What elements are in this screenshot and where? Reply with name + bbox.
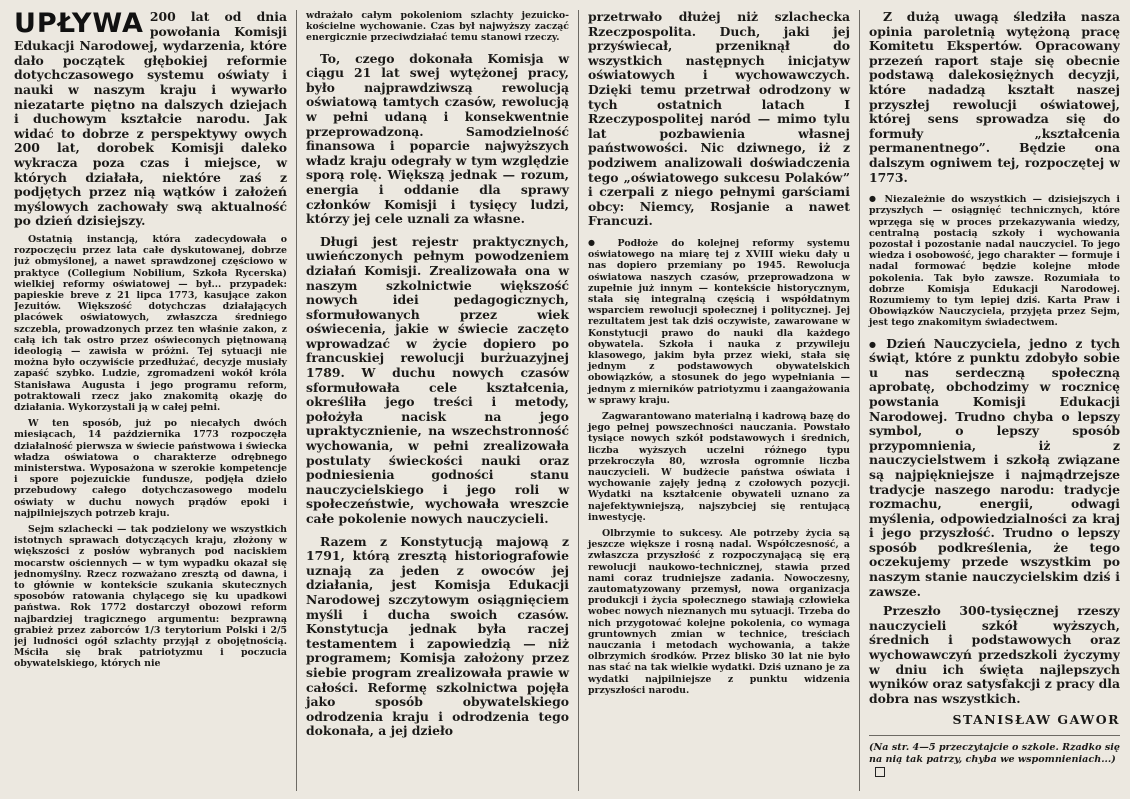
author-signature: STANISŁAW GAWOR (952, 712, 1120, 728)
paragraph: Zagwarantowano materialną i kadrową bazę do jego pełnej powszechności nauczania. Powstało tysiące nowych szkół podstawowych i średnich, liczba wyższych uczelni różnego typu przekroczyła 80, wzrosła ogromnie liczba nauczycieli. W budżecie państwa oświata i wychowanie zajęły jedną z czołowych pozycji. Wydatki na kształcenie obywateli uznano za najefektywniejszą, najszybciej się rentującą inwestycję. (588, 410, 850, 523)
paragraph: W ten sposób, już po niecałych dwóch miesiącach, 14 października 1773 rozpoczęła działalność pierwsza w świecie państwowa i świecka władza oświatowa o charakterze odrębnego ministerstwa. Wyposażona w szerokie kompetencje i spore pojezuickie fundusze, podjęła dzieło przebudowy całego dotychczasowego modelu oświaty w duchu nowych prądów epoki i najpilniejszych potrzeb kraju. (14, 418, 287, 519)
footnote-text: (Na str. 4—5 przeczytajcie o szkole. Rzadko się na nią tak patrzy, chyba we wspomnieniach...) (869, 742, 1120, 766)
divider (869, 735, 1120, 736)
end-mark-icon (875, 767, 885, 777)
paragraph: Razem z Konstytucją majową z 1791, którą zresztą historiografowie uznają za jeden z owoców jej działania, jest Komisja Edukacji Narodowej szczytowym osiągnięciem myśli i ducha swoich czasów. Konstytucja jednak była raczej testamentem i zapowiedzią — niż programem; Komisja założony przez siebie program zrealizowała prawie w całości. Reformę szkolnictwa pojęła jako sposób obywatelskiego odrodzenia kraju i odrodzenia tego dokonała, a jej dzieło (306, 533, 569, 739)
column-4 (859, 10, 1120, 791)
paragraph: To, czego dokonała Komisja w ciągu 21 lat swej wytężonej pracy, było najprawdziwszą rewolucją oświatową tamtych czasów, rewolucją w pełni udaną i konsekwentnie przeprowadzoną. Samodzielność finansowa i poparcie najwyższych władz kraju odegrały w tym względzie sporą rolę. Większą jednak — rozum, energia i oddanie dla sprawy członków Komisji i tysięcy ludzi, którzy jej cele uznali za własne. (306, 50, 569, 227)
bullet-paragraph: ● Niezależnie do wszystkich — dzisiejszych i przyszłych — osiągnięć technicznych, które wprzęga się w proces przekazywania wiedzy, centralną postacią szkoły i wychowania pozostał i pozostanie nadal nauczyciel. To jego wiedza i osobowość, jego charakter — formuje i nadal formować będzie kolejne młode pokolenia. Tak było zawsze. Rozumiała to dobrze Komisja Edukacji Narodowej. Rozumiemy to tym lepiej dziś. Karta Praw i Obowiązków Nauczyciela, przyjęta przez Sejm, jest tego znakomitym świadectwem. (869, 193, 1120, 328)
paragraph: Długi jest rejestr praktycznych, uwieńczonych pełnym powodzeniem działań Komisji. Zrealizowała ona w naszym szkolnictwie większość nowych idei pedagogicznych, sformułowanych przez wiek oświecenia, jakie w świecie zaczęto wprowadzać w życie dopiero po francuskiej rewolucji burżuazyjnej 1789. W duchu nowych czasów sformułowała cele kształcenia, określiła jego treści i metody, położyła nacisk na jego upraktycznienie, na wszechstronność wychowania, w pełni zrealizowała postulaty świeckości nauki oraz podniesienia godności stanu nauczycielskiego i jego roli w społeczeństwie, wychowała wreszcie całe pokolenie nowych nauczycieli. (306, 233, 569, 527)
lead-paragraph: 200 lat od dnia powołania Komisji Edukacji Narodowej, wydarzenia, które dało początek głębokiej reformie dotychczasowego systemu oświaty i nauki w naszym kraju i wywarło niezatarte piętno na dalszych dziejach i duchowym kształcie narodu. Jak widać to dobrze z perspektywy owych 200 lat, dorobek Komisji daleko wykracza poza czas i miejsce, w których działała, niektóre zaś z podjętych przez nią wątków i założeń myślowych zachowały swą aktualność po dzień dzisiejszy. (14, 10, 287, 229)
paragraph: Olbrzymie to sukcesy. Ale potrzeby życia są jeszcze większe i rosną nadal. Współczesność, a zwłaszcza przyszłość z rozpoczynającą się erą rewolucji naukowo-technicznej, stawia przed nami coraz trudniejsze zadania. Nowoczesny, zautomatyzowany przemysł, nowa organizacja produkcji i życia społecznego stawiają człowieka wobec nowych nieznanych mu sytuacji. Trzeba do nich przygotować kolejne pokolenia, co wymaga gruntownych zmian w technice, treściach nauczania i metodach wychowania, a także olbrzymich środków. Przez blisko 30 lat nie było nas stać na tak wielkie wydatki. Dziś uznano je za wydatki najpilniejsze z punktu widzenia przyszłości narodu. (588, 527, 850, 696)
footnote (869, 742, 1120, 778)
bullet-paragraph: ● Podłoże do kolejnej reformy systemu oświatowego na miarę tej z XVIII wieku dały u nas dopiero przemiany po 1945. Rewolucja oświatowa naszych czasów, przeprowadzona w zupełnie już innym — kontekście historycznym, stała się integralną częścią i współdatnym wsparciem rewolucji społecznej i politycznej. Jej rezultatem jest tak dziś oczywiste, zawarowane w Konstytucji prawo do nauki dla każdego obywatela. Szkoła i nauka z przywileju klasowego, jakim była przez wieki, stała się jednym z podstawowych obywatelskich obowiązków, a stosunek do jego wypełniania — jednym z mierników patriotyzmu i zaangażowania w sprawy kraju. (588, 237, 850, 406)
paragraph: Przeszło 300-tysięcznej rzeszy nauczycieli szkół wyższych, średnich i podstawowych oraz wychowawczyń przedszkoli życzymy w dniu ich święta najlepszych wyników oraz satysfakcji z pracy dla dobra nas wszystkich. (869, 603, 1120, 706)
paragraph: przetrwało dłużej niż szlachecka Rzeczpospolita. Duch, jaki jej przyświecał, przeniknął do wszystkich następnych inicjatyw oświatowych i wychowawczych. Dzięki temu przetrwał odrodzony w tych ostatnich latach I Rzeczypospolitej naród — mimo tylu lat pozbawienia własnej państwowości. Nic dziwnego, iż z podziwem analizowali doświadczenia tego „oświatowego sukcesu Polaków” i czerpali z niego pełnymi garściami obcy: Niemcy, Rosjanie a nawet Francuzi. (588, 10, 850, 229)
paragraph: Sejm szlachecki — tak podzielony we wszystkich istotnych sprawach dotyczących kraju, złożony w większości z posłów wybranych pod naciskiem mocarstw ościennych — w tym wypadku okazał się jednomyślny. Rzecz rozważano zresztą od dawna, i to głównie w kontekście szukania skutecznych sposobów ratowania chylącego się ku upadkowi państwa. Rok 1772 dostarczył obozowi reform najbardziej tragicznego argumentu: bezprawną grabież przez zaborców 1/3 terytorium Polski i 2/5 jej ludności ogół szlachty przyjął z obojętnością. Mściła się brak patriotyzmu i poczucia obywatelskiego, których nie (14, 523, 287, 670)
article-title: UPŁYWA (14, 10, 144, 39)
column-2 (296, 10, 578, 791)
paragraph: Ostatnią instancją, która zadecydowała o rozpoczęciu przez lata całe dyskutowanej, dobrze już obmyślonej, a nawet sprawdzonej częściowo w praktyce (Collegium Nobilium, Szkoła Rycerska) wielkiej reformy oświatowej — był... przypadek: papieskie breve z 21 lipca 1773, kasujące zakon Jezuitów. Większość dotychczas działających placówek oświatowych, zwłaszcza średniego szczebla, prowadzonych przez ten właśnie zakon, z całą ich tak ostro przez oświeconych piętnowaną ideologią — zawisła w próżni. Tej sytuacji nie można było oczywiście przedłużać, decyzje musiały zapaść szybko. Ludzie, zgromadzeni wokół króla Stanisława Augusta i jego programu reform, potraktowali rzecz jako znakomitą okazję do działania. Wykorzystali ją w całej pełni. (14, 233, 287, 413)
paragraph: wdrażało całym pokoleniom szlachty jezuicko-kościelne wychowanie. Czas był najwyższy zacząć energicznie przeciwdziałać temu stanowi rzeczy. (306, 10, 569, 44)
column-3 (578, 10, 859, 791)
bullet-paragraph: ● Dzień Nauczyciela, jedno z tych świąt, które z punktu zdobyło sobie u nas serdeczną społeczną aprobatę, obchodzimy w rocznicę powstania Komisji Edukacji Narodowej. Trudno chyba o lepszy symbol, o lepszy sposób przypomnienia, iż z nauczycielstwem i szkołą związane są najpiękniejsze i najmądrzejsze tradycje naszego narodu: tradycje rozmachu, energii, odwagi myślenia, odpowiedzialności za kraj i jego przyszłość. Trudno o lepszy sposób podkreślenia, że tego oczekujemy przede wszystkim po naszym stanie nauczycielskim dziś i zawsze. (869, 337, 1120, 600)
column-1 (14, 10, 296, 791)
paragraph: Z dużą uwagą śledziła nasza opinia paroletnią wytężoną pracę Komitetu Ekspertów. Opracowany przezeń raport staje się obecnie podstawą dalekosiężnych decyzji, które nadadzą kształt naszej przyszłej rewolucji oświatowej, której sens sprowadza się do formuły „kształcenia permanentnego”. Będzie ona dalszym ogniwem tej, rozpoczętej w 1773. (869, 10, 1120, 185)
